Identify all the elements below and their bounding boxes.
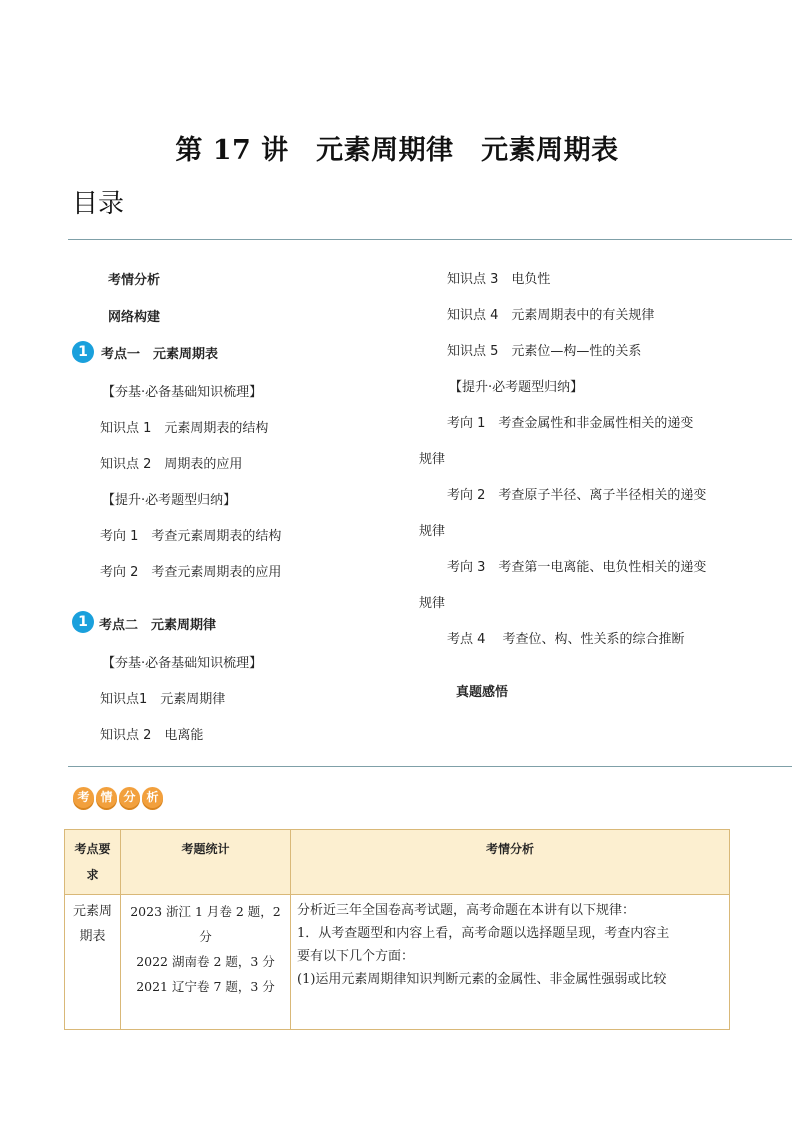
section-number-badge-icon: 1 [72,341,94,363]
toc-direction-r1[interactable]: 考向 1 考查金属性和非金属性相关的递变 [447,416,694,431]
toc-bottom-divider [68,766,792,767]
toc-top-divider [68,239,792,240]
toc-direction-r4[interactable]: 考点 4 考查位、构、性关系的综合推断 [447,632,685,647]
toc-direction-r2[interactable]: 考向 2 考查原子半径、离子半径相关的递变 [447,488,707,503]
toc-knowledge-2[interactable]: 知识点 2 周期表的应用 [100,457,243,472]
toc-sub-basics[interactable]: 【夯基·必备基础知识梳理】 [102,385,263,400]
toc-knowledge-1-law[interactable]: 知识点1 元素周期律 [100,692,226,707]
header-analysis: 考情分析 [291,830,730,895]
toc-item-network[interactable]: 网络构建 [108,310,161,325]
toc-knowledge-3[interactable]: 知识点 3 电负性 [447,272,551,287]
toc-direction-r1-cont: 规律 [419,452,446,467]
analysis-line: (1)运用元素周期律知识判断元素的金属性、非金属性强弱或比较 [297,972,667,987]
banner-char: 分 [119,787,140,808]
header-requirement: 考点要求 [65,830,121,895]
cell-statistics [121,895,291,1030]
toc-direction-2[interactable]: 考向 2 考查元素周期表的应用 [100,565,282,580]
section-number-badge-icon: 1 [72,611,94,633]
table-header-row [65,830,730,895]
banner-char: 考 [73,787,94,808]
toc-knowledge-4[interactable]: 知识点 4 元素周期表中的有关规律 [447,308,655,323]
toc-sub-improve[interactable]: 【提升·必考题型归纳】 [102,493,237,508]
banner-char: 情 [96,787,117,808]
toc-section-periodic-law[interactable]: 考点二 元素周期律 [99,618,217,633]
toc-knowledge-1[interactable]: 知识点 1 元素周期表的结构 [100,421,269,436]
stat-line: 2023 浙江 1 月卷 2 题，2 分 [130,904,281,944]
toc-section-periodic-table[interactable]: 考点一 元素周期表 [101,347,219,362]
cell-topic: 元素周期表 [65,895,121,1030]
banner-char: 析 [142,787,163,808]
page-title: 第 17 讲 元素周期律 元素周期表 [175,135,619,166]
toc-sub-basics-2[interactable]: 【夯基·必备基础知识梳理】 [102,656,263,671]
toc-item-kaoqing[interactable]: 考情分析 [108,273,161,288]
toc-direction-1[interactable]: 考向 1 考查元素周期表的结构 [100,529,282,544]
toc-sub-improve-2[interactable]: 【提升·必考题型归纳】 [449,380,584,395]
toc-heading: 目录 [72,189,125,219]
toc-direction-r3-cont: 规律 [419,596,446,611]
table-row [65,895,730,1030]
stat-line: 2021 辽宁卷 7 题，3 分 [136,979,275,994]
analysis-line: 1．从考查题型和内容上看，高考命题以选择题呈现，考查内容主 [297,926,670,941]
toc-direction-r3[interactable]: 考向 3 考查第一电离能、电负性相关的递变 [447,560,707,575]
header-statistics: 考题统计 [121,830,291,895]
toc-direction-r2-cont: 规律 [419,524,446,539]
toc-knowledge-2-ionization[interactable]: 知识点 2 电离能 [100,728,204,743]
stat-line: 2022 湖南卷 2 题，3 分 [136,954,275,969]
cell-analysis [291,895,730,1030]
section-banner-kaoqing [73,787,165,813]
exam-analysis-table [64,829,730,1030]
analysis-line: 分析近三年全国卷高考试题，高考命题在本讲有以下规律： [297,903,636,918]
toc-item-real-questions[interactable]: 真题感悟 [456,685,509,700]
analysis-line: 要有以下几个方面： [297,949,415,964]
toc-knowledge-5[interactable]: 知识点 5 元素位—构—性的关系 [447,344,642,359]
